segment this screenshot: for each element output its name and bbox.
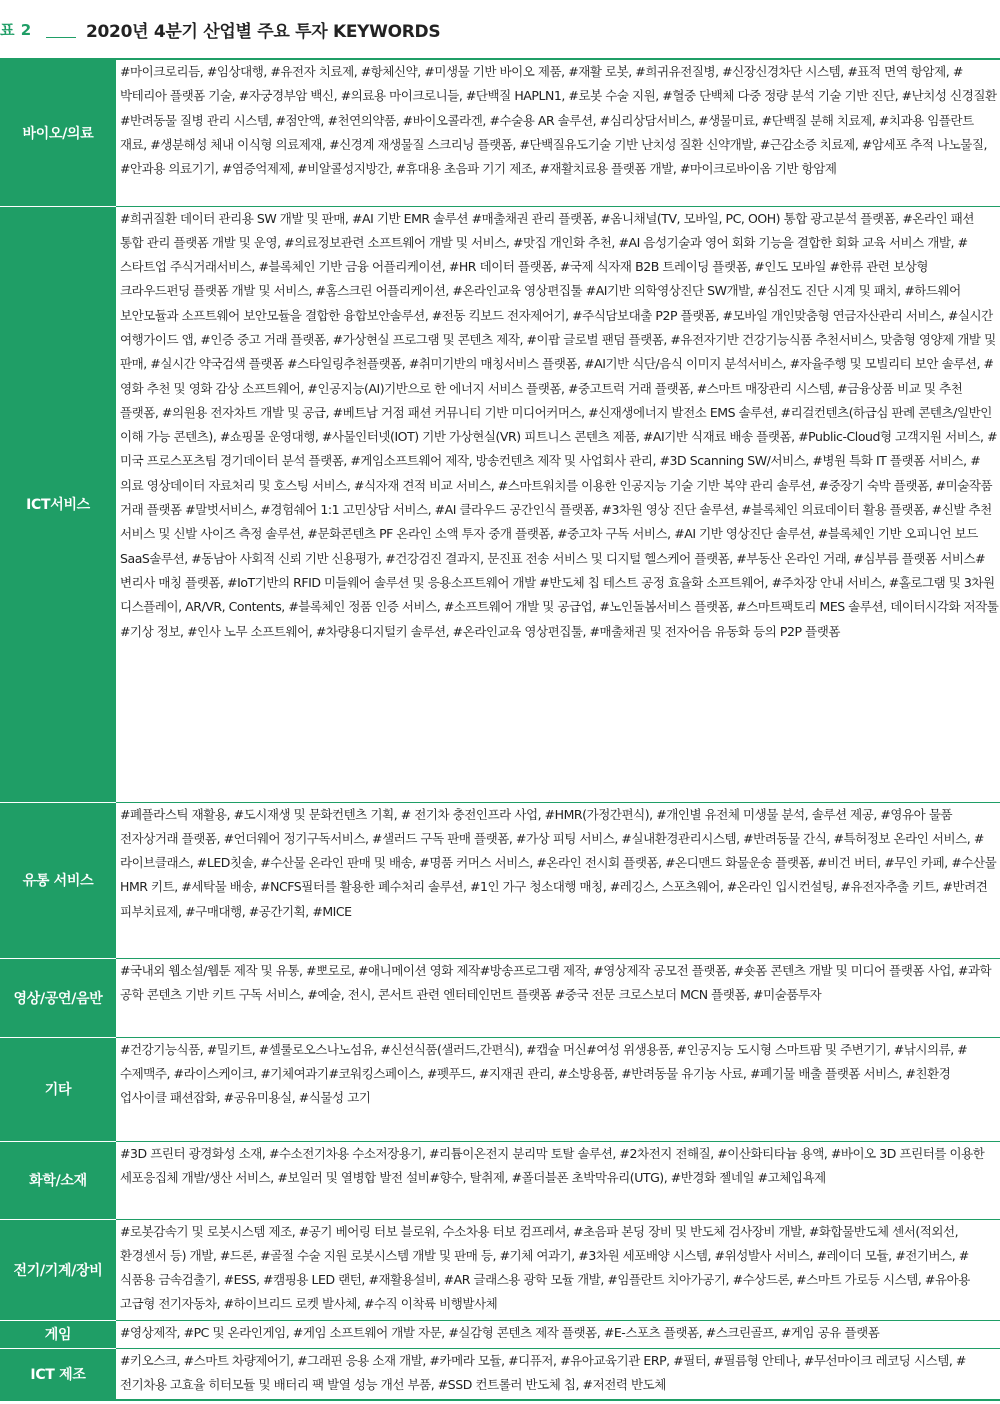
table-row	[0, 1219, 1000, 1320]
title-divider-line	[46, 37, 76, 38]
keywords-cell: #건강기능식품, #밀키트, #셀룰로오스나노섬유, #신선식품(샐러드,간편식), #캡슐 머신#여성 위생용품, #인공지능 도시형 스마트팜 및 주변기기, #낚시의류, #수제맥주, #라이스케이크, #기체여과기#코워킹스페이스, #펫푸드, #지재권 관리, #소방용품, #반려동물 유기농 사료, #폐기물 배출 플랫폼 서비스, #친환경 업사이클 패션잡화, #공유미용실, #식물성 고기	[116, 1037, 1000, 1141]
keywords-cell: #마이크로리듬, #임상대행, #유전자 치료제, #항체신약, #미생물 기반 바이오 제품, #재활 로봇, #희귀유전질병, #신장신경차단 시스템, #표적 면역 항암제, # 박테리아 플랫폼 기술, #자궁경부암 백신, #의료용 마이크로니들, #단백질 HAPLN1, #로봇 수술 지원, #혈중 단백체 다중 정량 분석 기술 기반 진단, #난치성 신경질환#반려동물 질병 관리 시스템, #점안액, #천연의약품, #바이오콜라겐, #수술용 AR 솔루션, #심리상담서비스, #생물미료, #단백질 분해 치료제, #치과용 임플란트 재료, #생분해성 체내 이식형 의료제재, #신경계 재생물질 스크리닝 플랫폼, #단백질유도기술 기반 난치성 질환 신약개발, #근감소증 치료제, #암세포 추적 나노물질, #안과용 의료기기, #염증억제제, #비알콜성지방간, #휴대용 초음파 기기 제조, #재활치료용 플랫폼 개발, #마이크로바이옴 기반 항암제	[116, 60, 1000, 206]
category-cell: 유통 서비스	[0, 802, 116, 958]
keywords-cell: #폐플라스틱 재활용, #도시재생 및 문화컨텐츠 기획, # 전기차 충전인프라 사업, #HMR(가정간편식), #개인별 유전체 미생물 분석, 솔루션 제공, #영유아 물품 전자상거래 플랫폼, #언더웨어 정기구독서비스, #샐러드 구독 판매 플랫폼, #가상 피팅 서비스, #실내환경관리시스템, #반려동물 간식, #특허정보 온라인 서비스, #라이브클래스, #LED칫솔, #수산물 온라인 판매 및 배송, #명품 커머스 서비스, #온라인 전시회 플랫폼, #온디맨드 화물운송 플랫폼, #비건 버터, #무인 카페, #수산물 HMR 키트, #세탁물 배송, #NCFS필터를 활용한 폐수처리 솔루션, #1인 가구 청소대행 매칭, #레깅스, 스포츠웨어, #온라인 입시컨설팅, #유전자추출 키트, #반려견 피부치료제, #구매대행, #공간기획, #MICE	[116, 802, 1000, 958]
category-cell: 전기/기계/장비	[0, 1219, 116, 1320]
keywords-cell: #영상제작, #PC 및 온라인게임, #게임 소프트웨어 개발 자문, #실감형 콘텐츠 제작 플랫폼, #E-스포츠 플랫폼, #스크린골프, #게임 공유 플랫폼	[116, 1320, 1000, 1348]
keywords-cell: #국내외 웹소설/웹툰 제작 및 유통, #뽀로로, #애니메이션 영화 제작#방송프로그램 제작, #영상제작 공모전 플랫폼, #숏폼 콘텐츠 개발 및 미디어 플랫폼 사업, #과학 공학 콘텐츠 기반 키트 구독 서비스, #예술, 전시, 콘서트 관련 엔터테인먼트 플랫폼 #중국 전문 크로스보더 MCN 플랫폼, #미술품투자	[116, 958, 1000, 1037]
table-row	[0, 60, 1000, 206]
table-header	[0, 0, 1000, 60]
category-cell: 바이오/의료	[0, 60, 116, 206]
table-number-label: 표 2	[0, 21, 32, 39]
table-row	[0, 1037, 1000, 1141]
category-cell: 영상/공연/음반	[0, 958, 116, 1037]
keywords-cell: #키오스크, #스마트 차량제어기, #그래핀 응용 소재 개발, #카메라 모듈, #디퓨저, #유아교육기관 ERP, #필터, #필름형 안테나, #무선마이크 레코딩 시스템, #전기차용 고효율 히터모듈 및 배터리 팩 발열 성능 개선 부품, #SSD 컨트롤러 반도체 칩, #저전력 반도체	[116, 1348, 1000, 1400]
category-cell: ICT 제조	[0, 1348, 116, 1400]
table-row	[0, 206, 1000, 802]
table-row	[0, 1141, 1000, 1219]
keywords-cell: #희귀질환 데이터 관리용 SW 개발 및 판매, #AI 기반 EMR 솔루션 #매출채권 관리 플랫폼, #옴니채널(TV, 모바일, PC, OOH) 통합 광고분석 플랫폼, #온라인 패션 통합 관리 플랫폼 개발 및 운영, #의료정보관련 소프트웨어 개발 및 서비스, #맛집 개인화 추천, #AI 음성기술과 영어 회화 기능을 결합한 회화 교육 서비스 개발, #스타트업 주식거래서비스, #블록체인 기반 금융 어플리케이션, #HR 데이터 플랫폼, #국제 식자재 B2B 트레이딩 플랫폼, #인도 모바일 #한류 관련 보상형 크라우드펀딩 플랫폼 개발 및 서비스, #홈스크린 어플리케이션, #온라인교육 영상편집툴 #AI기반 의학영상진단 SW개발, #심전도 진단 시계 및 패치, #하드웨어 보안모듈과 소프트웨어 보안모듈을 결합한 융합보안솔루션, #전동 킥보드 전자제어기, #주식담보대출 P2P 플랫폼, #모바일 개인맞춤형 연금자산관리 서비스, #실시간 여행가이드 앱, #인증 중고 거래 플랫폼, #가상현실 프로그램 및 콘텐츠 제작, #이팝 글로벌 팬덤 플랫폼, #유전자기반 건강기능식품 추천서비스, 맞춤형 영양제 개발 및 판매, #실시간 약국검색 플랫폼 #스타일링추천플랫폼, #취미기반의 매칭서비스 플랫폼, #AI기반 식단/음식 이미지 분석서비스, #자율주행 및 모빌리티 보안 솔루션, #영화 추천 및 영화 감상 소프트웨어, #인공지능(AI)기반으로 한 에너지 서비스 플랫폼, #중고트럭 거래 플랫폼, #스마트 매장관리 시스템, #금융상품 비교 및 추천 플랫폼, #의원용 전자차트 개발 및 공급, #베트남 거점 패션 커뮤니티 기반 미디어커머스, #신재생에너지 발전소 EMS 솔루션, #리걸컨텐츠(하급심 판례 콘텐츠/일반인 이해 가능 콘텐츠), #쇼핑몰 운영대행, #사물인터넷(IOT) 기반 가상현실(VR) 피트니스 콘텐츠 제품, #AI기반 식재료 배송 플랫폼, #Public-Cloud형 고객지원 서비스, #미국 프로스포츠팀 경기데이터 분석 플랫폼, #게임소프트웨어 제작, 방송컨텐츠 제작 및 사업회사 관리, #3D Scanning SW/서비스, #병원 특화 IT 플랫폼 서비스, #의료 영상데이터 자료처리 및 호스팅 서비스, #식자재 견적 비교 서비스, #스마트워치를 이용한 인공지능 기술 기반 복약 관리 솔루션, #중장기 숙박 플랫폼, #미술작품 거래 플랫폼 #말벗서비스, #경험쉐어 1:1 고민상담 서비스, #AI 클라우드 공간인식 플랫폼, #3차원 영상 진단 솔루션, #블록체인 의료데이터 활용 플랫폼, #신발 추천 서비스 및 신발 사이즈 측정 솔루션, #문화콘텐츠 PF 온라인 소액 투자 중개 플랫폼, #중고차 구독 서비스, #AI 기반 영상진단 솔루션, #블록체인 기반 오피니언 보드 SaaS솔루션, #동남아 사회적 신뢰 기반 신용평가, #건강검진 결과지, 문진표 전송 서비스 및 디지털 헬스케어 플랫폼, #부동산 온라인 거래, #심부름 플랫폼 서비스#변리사 매칭 플랫폼, #IoT기반의 RFID 미들웨어 솔루션 및 응용소프트웨어 개발 #반도체 칩 테스트 공정 효율화 소프트웨어, #주차장 안내 서비스, #홀로그램 및 3차원 디스플레이, AR/VR, Contents, #블록체인 정품 인증 서비스, #소프트웨어 개발 및 공급업, #노인돌봄서비스 플랫폼, #스마트팩토리 MES 솔루션, 데이터시각화 저작툴 #기상 정보, #인사 노무 소프트웨어, #차량용디지털키 솔루션, #온라인교육 영상편집툴, #매출채권 및 전자어음 유동화 등의 P2P 플랫폼	[116, 206, 1000, 802]
category-cell: 화학/소재	[0, 1141, 116, 1219]
category-cell: 기타	[0, 1037, 116, 1141]
keywords-cell: #3D 프린터 광경화성 소재, #수소전기차용 수소저장용기, #리튬이온전지 분리막 토탈 솔루션, #2차전지 전해질, #이산화티타늄 용액, #바이오 3D 프린터를 이용한 세포응집체 개발/생산 서비스, #보일러 및 열병합 발전 설비#향수, 탈취제, #폴더블폰 초박막유리(UTG), #반경화 젤네일 #고체입욕제	[116, 1141, 1000, 1219]
table-title: 2020년 4분기 산업별 주요 투자 KEYWORDS	[86, 22, 441, 42]
category-cell: 게임	[0, 1320, 116, 1348]
keywords-cell: #로봇감속기 및 로봇시스템 제조, #공기 베어링 터보 블로워, 수소차용 터보 컴프레셔, #초음파 본딩 장비 및 반도체 검사장비 개발, #화합물반도체 센서(적외선, 환경센서 등) 개발, #드론, #골절 수술 지원 로봇시스템 개발 및 판매 등, #기체 여과기, #3차원 세포배양 시스템, #위성발사 서비스, #레이더 모듈, #전기버스, #식품용 금속검출기, #ESS, #캠핑용 LED 랜턴, #재활용설비, #AR 글래스용 광학 모듈 개발, #임플란트 치아가공기, #수상드론, #스마트 가로등 시스템, #유아용 고급형 전기자동차, #하이브리드 로켓 발사체, #수직 이착륙 비행발사체	[116, 1219, 1000, 1320]
table-row	[0, 802, 1000, 958]
table-row	[0, 958, 1000, 1037]
category-cell: ICT서비스	[0, 206, 116, 802]
table-row	[0, 1348, 1000, 1400]
table-row	[0, 1320, 1000, 1348]
keywords-table	[0, 60, 1000, 1401]
